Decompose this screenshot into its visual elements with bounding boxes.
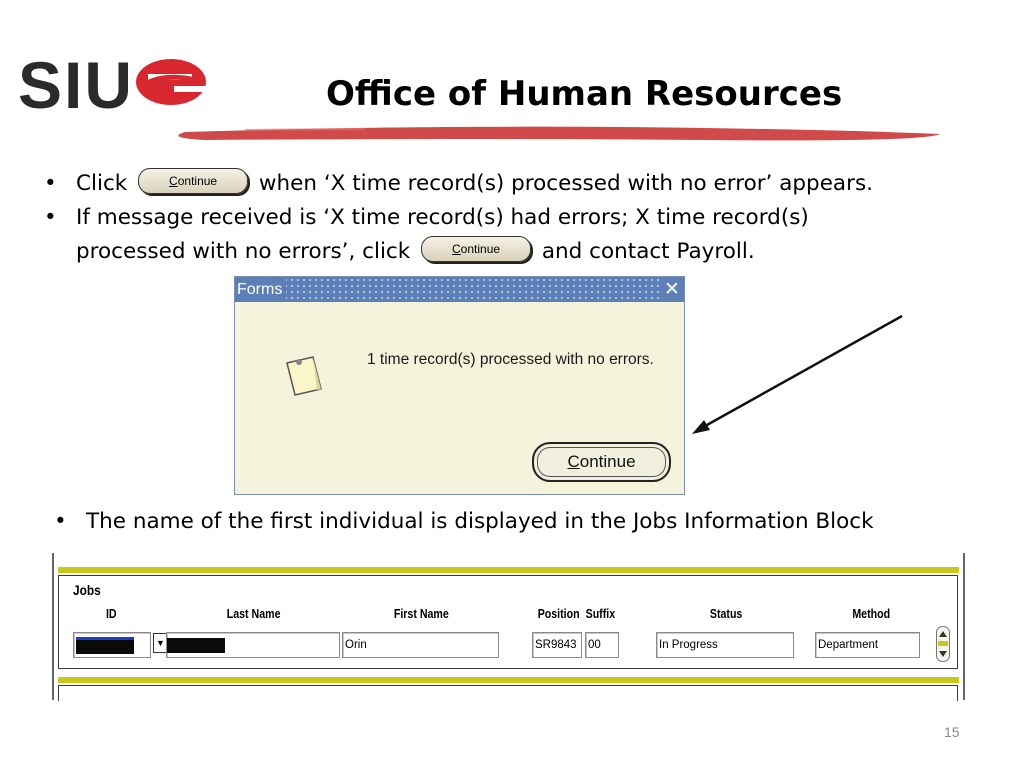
status-field[interactable]: In Progress [656,632,794,658]
col-header-status: Status [709,607,743,621]
next-block-frame [58,685,958,701]
jobs-information-block [52,553,965,700]
continue-button-inline: Continue [138,168,248,194]
page-title: Office of Human Resources [326,74,843,114]
jobs-accent-bar [58,677,959,683]
bullet-1 [76,167,873,201]
bullet-1-suffix: when ‘X time record(s) processed with no error’ appears. [258,171,873,196]
bullet-2-prefix: processed with no errors’, click [76,239,411,264]
bullet-dot: • [44,171,57,196]
brush-stroke-divider [145,118,945,154]
jobs-label: Jobs [73,582,101,598]
dialog-titlebar [235,277,684,302]
suffix-field[interactable]: 00 [585,632,619,658]
col-header-suffix: Suffix [585,607,616,621]
continue-button-inline: Continue [421,236,531,262]
page-number: 15 [944,724,960,740]
dialog-title: Forms [235,277,286,302]
position-field[interactable]: SR9843 [532,632,582,658]
redacted-last-name [167,638,225,653]
col-header-id: ID [105,607,117,621]
bullet-dot: • [54,509,67,534]
pointer-arrow [688,312,908,442]
bullet-3: The name of the first individual is displayed in the Jobs Information Block [86,509,874,534]
bullet-2-line-1: If message received is ‘X time record(s) had errors; X time record(s) [76,205,809,230]
method-field[interactable]: Department [815,632,920,658]
bullet-2-suffix: and contact Payroll. [541,239,755,264]
jobs-accent-bar [58,567,959,573]
col-header-position: Position [537,607,580,621]
bullet-dot: • [44,205,57,230]
first-name-field[interactable]: Orin [342,632,499,658]
chevron-down-icon[interactable]: ▼ [153,633,168,653]
record-scroller[interactable] [936,626,950,662]
bullet-2-line-2 [76,235,755,269]
jobs-frame [58,575,958,669]
redacted-id [76,637,134,654]
id-field[interactable] [73,632,151,658]
bullet-1-prefix: Click [76,171,128,196]
col-header-method: Method [852,607,891,621]
forms-dialog [234,276,685,495]
last-name-field[interactable] [166,632,340,658]
dialog-message: 1 time record(s) processed with no errors. [367,351,654,368]
continue-button[interactable]: Continue [532,442,671,482]
logo-e-mark [134,52,208,108]
col-header-first-name: First Name [393,607,449,621]
note-icon [283,353,327,397]
logo-text: SIU [18,48,135,122]
close-icon[interactable]: ✕ [660,277,684,302]
col-header-last-name: Last Name [226,607,281,621]
siue-logo [18,48,208,122]
